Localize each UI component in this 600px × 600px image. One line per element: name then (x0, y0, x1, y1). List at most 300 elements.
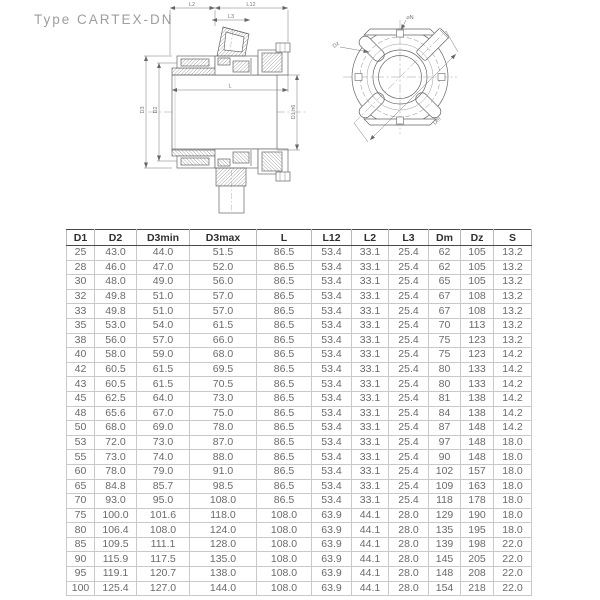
table-cell: 57.0 (137, 333, 190, 348)
table-cell: 44.1 (352, 567, 389, 582)
table-cell: 108.0 (190, 494, 257, 509)
table-row (67, 377, 532, 392)
table-cell: 63.9 (312, 523, 352, 538)
table-row (67, 537, 532, 552)
table-cell: 145 (429, 552, 461, 567)
table-cell: 18.0 (494, 494, 532, 509)
table-cell: 18.0 (494, 523, 532, 538)
table-cell: 14.2 (494, 362, 532, 377)
table-row (67, 348, 532, 363)
table-cell: 65.6 (95, 406, 137, 421)
table-cell: 86.5 (257, 435, 312, 450)
table-cell: 53.4 (312, 289, 352, 304)
table-cell: 25.4 (389, 391, 429, 406)
table-cell: 105 (461, 260, 494, 275)
table-cell: 135.0 (190, 552, 257, 567)
table-cell: 53 (67, 435, 95, 450)
table-cell: 87 (429, 421, 461, 436)
table-cell: 78.0 (190, 421, 257, 436)
table-cell: 53.4 (312, 333, 352, 348)
column-header-l12: L12 (312, 230, 352, 246)
table-cell: 33.1 (352, 464, 389, 479)
table-cell: 44.1 (352, 523, 389, 538)
dim-label-n: ⌀N (406, 15, 414, 21)
table-cell: 25.4 (389, 494, 429, 509)
table-cell: 86.5 (257, 479, 312, 494)
column-header-s: S (494, 230, 532, 246)
dimensions-table-wrap (66, 229, 532, 596)
table-cell: 25.4 (389, 333, 429, 348)
table-cell: 53.4 (312, 348, 352, 363)
table-cell: 28.0 (389, 537, 429, 552)
table-cell: 208 (461, 567, 494, 582)
table-row (67, 552, 532, 567)
table-cell: 28.0 (389, 508, 429, 523)
table-cell: 108 (461, 304, 494, 319)
table-cell: 48 (67, 406, 95, 421)
table-cell: 49.8 (95, 304, 137, 319)
table-cell: 163 (461, 479, 494, 494)
table-cell: 75 (67, 508, 95, 523)
dim-label-dm: Dm (432, 116, 443, 127)
table-row (67, 318, 532, 333)
table-cell: 53.4 (312, 362, 352, 377)
dim-label-l12: L12 (246, 2, 256, 8)
table-cell: 25.4 (389, 377, 429, 392)
table-cell: 78.0 (95, 464, 137, 479)
table-cell: 144.0 (190, 581, 257, 596)
table-cell: 86.5 (257, 391, 312, 406)
table-cell: 44.1 (352, 581, 389, 596)
table-cell: 84 (429, 406, 461, 421)
table-cell: 33.1 (352, 421, 389, 436)
table-cell: 70.5 (190, 377, 257, 392)
table-cell: 123 (461, 348, 494, 363)
table-cell: 13.2 (494, 289, 532, 304)
table-cell: 51.0 (137, 289, 190, 304)
table-cell: 53.4 (312, 479, 352, 494)
table-cell: 25.4 (389, 260, 429, 275)
table-cell: 88.0 (190, 450, 257, 465)
table-cell: 62 (429, 246, 461, 261)
table-cell: 138.0 (190, 567, 257, 582)
column-header-dm: Dm (429, 230, 461, 246)
table-cell: 86.5 (257, 406, 312, 421)
dim-label-dz: Dz (331, 40, 341, 50)
table-cell: 33.1 (352, 348, 389, 363)
table-cell: 25.4 (389, 479, 429, 494)
dim-line-n (401, 20, 406, 30)
table-cell: 73.0 (137, 435, 190, 450)
table-cell: 33.1 (352, 494, 389, 509)
table-cell: 75.0 (190, 406, 257, 421)
table-cell: 40 (67, 348, 95, 363)
column-header-l2: L2 (352, 230, 389, 246)
table-cell: 56.0 (95, 333, 137, 348)
table-cell: 86.5 (257, 318, 312, 333)
table-cell: 13.2 (494, 275, 532, 290)
table-cell: 59.0 (137, 348, 190, 363)
table-cell: 33.1 (352, 318, 389, 333)
table-cell: 154 (429, 581, 461, 596)
table-cell: 54.0 (137, 318, 190, 333)
table-cell: 53.4 (312, 318, 352, 333)
table-cell: 108 (461, 289, 494, 304)
table-cell: 128.0 (190, 537, 257, 552)
table-cell: 85 (67, 537, 95, 552)
table-cell: 135 (429, 523, 461, 538)
drain-port (216, 168, 246, 213)
table-cell: 65 (429, 275, 461, 290)
table-cell: 63.9 (312, 567, 352, 582)
table-cell: 25.4 (389, 421, 429, 436)
table-cell: 33.1 (352, 275, 389, 290)
table-cell: 95 (67, 567, 95, 582)
table-cell: 65 (67, 479, 95, 494)
end-view (332, 15, 458, 142)
table-cell: 25.4 (389, 275, 429, 290)
table-cell: 28.0 (389, 523, 429, 538)
table-cell: 79.0 (137, 464, 190, 479)
table-cell: 25 (67, 246, 95, 261)
table-cell: 22.0 (494, 581, 532, 596)
table-cell: 53.4 (312, 377, 352, 392)
table-row (67, 450, 532, 465)
table-cell: 43.0 (95, 246, 137, 261)
technical-drawing (0, 0, 600, 228)
table-cell: 148 (461, 435, 494, 450)
table-cell: 80 (429, 377, 461, 392)
dim-label-d2: D2 (153, 106, 159, 114)
table-cell: 51.5 (190, 246, 257, 261)
dim-label-d3: D3 (140, 106, 146, 114)
column-header-dz: Dz (461, 230, 494, 246)
table-cell: 100.0 (95, 508, 137, 523)
table-row (67, 362, 532, 377)
table-cell: 129 (429, 508, 461, 523)
table-cell: 14.2 (494, 391, 532, 406)
table-cell: 60 (67, 464, 95, 479)
table-cell: 102 (429, 464, 461, 479)
table-cell: 205 (461, 552, 494, 567)
table-row (67, 523, 532, 538)
table-header (67, 230, 532, 246)
table-cell: 51.0 (137, 304, 190, 319)
table-row (67, 333, 532, 348)
table-cell: 72.0 (95, 435, 137, 450)
table-cell: 97 (429, 435, 461, 450)
table-cell: 86.5 (257, 260, 312, 275)
table-cell: 44.0 (137, 246, 190, 261)
dim-label-l: L (228, 83, 232, 90)
table-cell: 80 (429, 362, 461, 377)
table-cell: 25.4 (389, 289, 429, 304)
table-cell: 49.0 (137, 275, 190, 290)
table-cell: 25.4 (389, 348, 429, 363)
table-row (67, 508, 532, 523)
table-row (67, 246, 532, 261)
table-cell: 18.0 (494, 479, 532, 494)
table-cell: 28.0 (389, 581, 429, 596)
table-cell: 63.9 (312, 552, 352, 567)
table-cell: 49.8 (95, 289, 137, 304)
table-cell: 53.4 (312, 435, 352, 450)
table-cell: 18.0 (494, 435, 532, 450)
table-cell: 198 (461, 537, 494, 552)
table-cell: 105 (461, 275, 494, 290)
table-cell: 28.0 (389, 567, 429, 582)
table-cell: 86.5 (257, 377, 312, 392)
table-cell: 33.1 (352, 450, 389, 465)
table-cell: 127.0 (137, 581, 190, 596)
table-cell: 33.1 (352, 304, 389, 319)
table-cell: 14.2 (494, 421, 532, 436)
flush-port (217, 27, 249, 56)
table-cell: 115.9 (95, 552, 137, 567)
table-cell: 33.1 (352, 260, 389, 275)
table-cell: 46.0 (95, 260, 137, 275)
shaft-outline (172, 75, 277, 150)
table-cell: 25.4 (389, 435, 429, 450)
table-row (67, 304, 532, 319)
table-cell: 124.0 (190, 523, 257, 538)
table-cell: 18.0 (494, 508, 532, 523)
table-cell: 47.0 (137, 260, 190, 275)
table-cell: 67 (429, 304, 461, 319)
table-cell: 53.4 (312, 391, 352, 406)
table-cell: 73.0 (95, 450, 137, 465)
table-cell: 218 (461, 581, 494, 596)
table-cell: 63.9 (312, 508, 352, 523)
table-cell: 67.0 (137, 406, 190, 421)
table-cell: 118.0 (190, 508, 257, 523)
table-row (67, 479, 532, 494)
table-cell: 69.5 (190, 362, 257, 377)
table-row (67, 289, 532, 304)
page-title: Type CARTEX-DN (34, 12, 174, 27)
table-cell: 105 (461, 246, 494, 261)
table-cell: 68.0 (190, 348, 257, 363)
table-cell: 13.2 (494, 318, 532, 333)
table-cell: 148 (461, 450, 494, 465)
table-cell: 86.5 (257, 289, 312, 304)
table-cell: 91.0 (190, 464, 257, 479)
table-cell: 18.0 (494, 450, 532, 465)
table-cell: 50 (67, 421, 95, 436)
table-cell: 13.2 (494, 260, 532, 275)
table-cell: 18.0 (494, 464, 532, 479)
table-cell: 25.4 (389, 246, 429, 261)
table-cell: 53.4 (312, 260, 352, 275)
table-row (67, 567, 532, 582)
table-cell: 108.0 (257, 567, 312, 582)
table-cell: 53.4 (312, 275, 352, 290)
table-cell: 138 (461, 406, 494, 421)
table-cell: 33.1 (352, 362, 389, 377)
table-cell: 60.5 (95, 362, 137, 377)
table-cell: 33.1 (352, 246, 389, 261)
table-cell: 13.2 (494, 304, 532, 319)
table-row (67, 464, 532, 479)
table-cell: 133 (461, 362, 494, 377)
table-cell: 13.2 (494, 333, 532, 348)
table-cell: 53.4 (312, 304, 352, 319)
table-cell: 67 (429, 289, 461, 304)
table-cell: 56.0 (190, 275, 257, 290)
table-cell: 81 (429, 391, 461, 406)
table-cell: 55 (67, 450, 95, 465)
table-cell: 33.1 (352, 479, 389, 494)
table-cell: 86.5 (257, 450, 312, 465)
table-cell: 139 (429, 537, 461, 552)
table-cell: 119.1 (95, 567, 137, 582)
table-row (67, 581, 532, 596)
table-cell: 178 (461, 494, 494, 509)
table-cell: 53.4 (312, 406, 352, 421)
table-cell: 22.0 (494, 552, 532, 567)
column-header-l3: L3 (389, 230, 429, 246)
table-cell: 53.4 (312, 421, 352, 436)
table-cell: 53.4 (312, 450, 352, 465)
table-cell: 25.4 (389, 464, 429, 479)
table-cell: 157 (461, 464, 494, 479)
table-cell: 25.4 (389, 450, 429, 465)
table-cell: 190 (461, 508, 494, 523)
table-cell: 58.0 (95, 348, 137, 363)
table-cell: 25.4 (389, 304, 429, 319)
table-cell: 86.5 (257, 275, 312, 290)
table-cell: 120.7 (137, 567, 190, 582)
table-cell: 108.0 (257, 523, 312, 538)
table-cell: 44.1 (352, 537, 389, 552)
table-cell: 108.0 (257, 552, 312, 567)
table-cell: 53.0 (95, 318, 137, 333)
table-cell: 22.0 (494, 537, 532, 552)
table-row (67, 494, 532, 509)
table-cell: 45 (67, 391, 95, 406)
table-cell: 62.5 (95, 391, 137, 406)
table-cell: 148 (461, 421, 494, 436)
table-cell: 98.5 (190, 479, 257, 494)
table-cell: 33.1 (352, 406, 389, 421)
table-cell: 28.0 (389, 552, 429, 567)
table-cell: 48.0 (95, 275, 137, 290)
table-cell: 42 (67, 362, 95, 377)
table-cell: 101.6 (137, 508, 190, 523)
table-cell: 64.0 (137, 391, 190, 406)
table-cell: 52.0 (190, 260, 257, 275)
table-cell: 148 (429, 567, 461, 582)
table-cell: 93.0 (95, 494, 137, 509)
table-row (67, 435, 532, 450)
table-cell: 80 (67, 523, 95, 538)
dimensions-table (66, 229, 532, 596)
table-cell: 32 (67, 289, 95, 304)
table-cell: 53.4 (312, 246, 352, 261)
table-cell: 106.4 (95, 523, 137, 538)
table-cell: 66.0 (190, 333, 257, 348)
dim-label-l3: L3 (227, 14, 235, 20)
table-cell: 43 (67, 377, 95, 392)
column-header-d3max: D3max (190, 230, 257, 246)
table-cell: 195 (461, 523, 494, 538)
table-cell: 108.0 (137, 523, 190, 538)
table-cell: 109.5 (95, 537, 137, 552)
column-header-d2: D2 (95, 230, 137, 246)
table-cell: 33.1 (352, 435, 389, 450)
column-header-d3min: D3min (137, 230, 190, 246)
table-cell: 28 (67, 260, 95, 275)
table-cell: 90 (429, 450, 461, 465)
table-cell: 86.5 (257, 421, 312, 436)
table-cell: 111.1 (137, 537, 190, 552)
table-cell: 86.5 (257, 464, 312, 479)
table-cell: 44.1 (352, 508, 389, 523)
table-cell: 25.4 (389, 362, 429, 377)
table-cell: 108.0 (257, 581, 312, 596)
table-cell: 57.0 (190, 289, 257, 304)
table-cell: 70 (429, 318, 461, 333)
table-cell: 14.2 (494, 377, 532, 392)
table-cell: 63.9 (312, 581, 352, 596)
table-cell: 86.5 (257, 333, 312, 348)
table-cell: 61.5 (137, 377, 190, 392)
table-cell: 75 (429, 348, 461, 363)
table-cell: 133 (461, 377, 494, 392)
table-cell: 108.0 (257, 537, 312, 552)
table-cell: 33.1 (352, 289, 389, 304)
table-cell: 33.1 (352, 333, 389, 348)
table-cell: 85.7 (137, 479, 190, 494)
table-cell: 73.0 (190, 391, 257, 406)
table-row (67, 260, 532, 275)
table-cell: 100 (67, 581, 95, 596)
table-cell: 95.0 (137, 494, 190, 509)
table-cell: 117.5 (137, 552, 190, 567)
table-cell: 14.2 (494, 406, 532, 421)
table-cell: 84.8 (95, 479, 137, 494)
table-cell: 44.1 (352, 552, 389, 567)
table-row (67, 421, 532, 436)
table-cell: 86.5 (257, 348, 312, 363)
table-cell: 138 (461, 391, 494, 406)
table-cell: 70 (67, 494, 95, 509)
table-cell: 109 (429, 479, 461, 494)
table-cell: 90 (67, 552, 95, 567)
table-cell: 63.9 (312, 537, 352, 552)
table-cell: 118 (429, 494, 461, 509)
table-cell: 61.5 (137, 362, 190, 377)
table-cell: 87.0 (190, 435, 257, 450)
table-cell: 86.5 (257, 246, 312, 261)
table-cell: 62 (429, 260, 461, 275)
table-cell: 86.5 (257, 494, 312, 509)
table-cell: 86.5 (257, 362, 312, 377)
table-cell: 123 (461, 333, 494, 348)
column-header-d1: D1 (67, 230, 95, 246)
table-row (67, 391, 532, 406)
table-cell: 35 (67, 318, 95, 333)
table-cell: 75 (429, 333, 461, 348)
table-cell: 61.5 (190, 318, 257, 333)
table-cell: 69.0 (137, 421, 190, 436)
table-cell: 68.0 (95, 421, 137, 436)
table-cell: 22.0 (494, 567, 532, 582)
column-header-l: L (257, 230, 312, 246)
table-row (67, 406, 532, 421)
table-cell: 60.5 (95, 377, 137, 392)
table-cell: 25.4 (389, 318, 429, 333)
